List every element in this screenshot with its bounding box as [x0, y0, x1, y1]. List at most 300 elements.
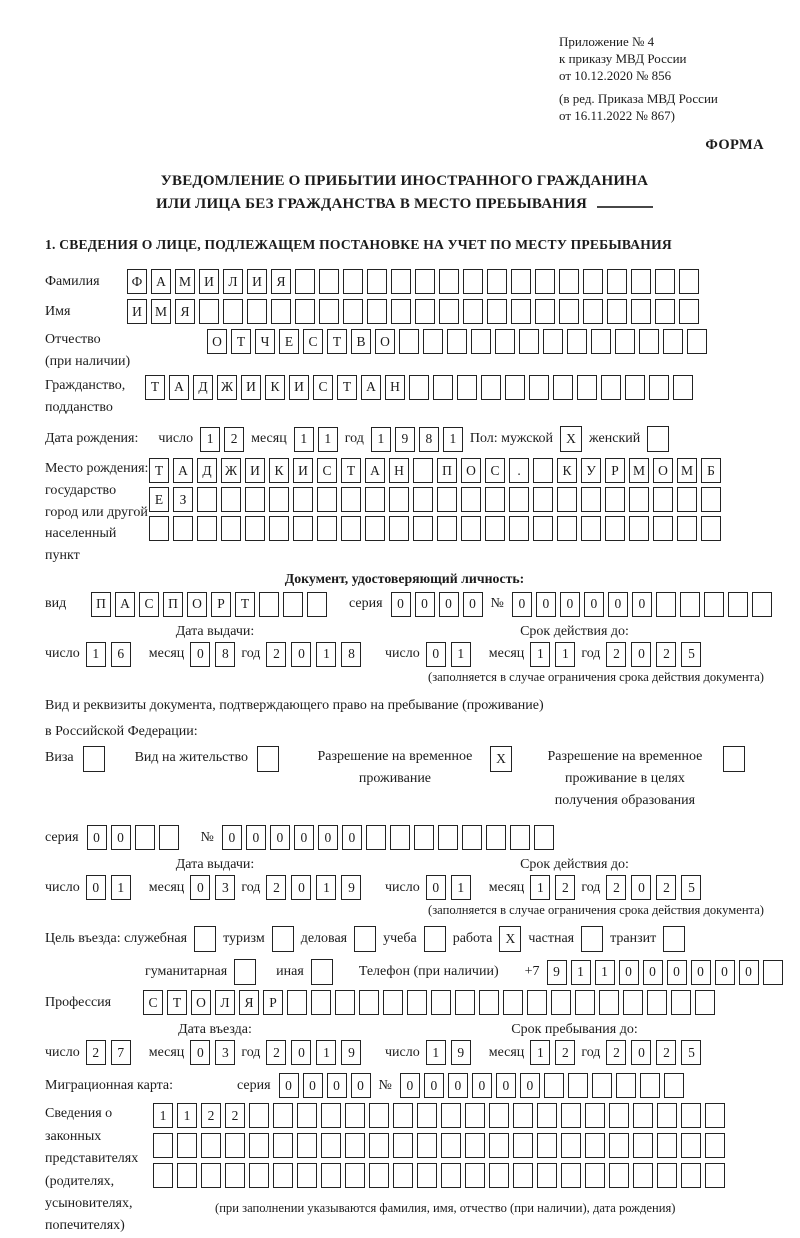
char-cell[interactable]: [705, 1133, 725, 1158]
char-cell[interactable]: 8: [419, 427, 439, 452]
char-cell[interactable]: Н: [389, 458, 409, 483]
char-cell[interactable]: 2: [266, 875, 286, 900]
purpose-transit-checkbox[interactable]: [663, 926, 685, 952]
char-cell[interactable]: И: [247, 269, 267, 294]
char-cell[interactable]: [581, 516, 601, 541]
char-cell[interactable]: О: [375, 329, 395, 354]
char-cell[interactable]: 0: [608, 592, 628, 617]
char-cell[interactable]: [197, 516, 217, 541]
char-cell[interactable]: [529, 375, 549, 400]
char-cell[interactable]: К: [557, 458, 577, 483]
char-cell[interactable]: 2: [266, 1040, 286, 1065]
char-cell[interactable]: 0: [426, 642, 446, 667]
char-cell[interactable]: 0: [512, 592, 532, 617]
char-cell[interactable]: [544, 1073, 564, 1098]
char-cell[interactable]: 0: [739, 960, 759, 985]
char-cell[interactable]: [673, 375, 693, 400]
char-cell[interactable]: [461, 487, 481, 512]
gender-female-checkbox[interactable]: [647, 426, 669, 452]
char-cell[interactable]: О: [653, 458, 673, 483]
char-cell[interactable]: .: [509, 458, 529, 483]
char-cell[interactable]: 0: [86, 875, 106, 900]
char-cell[interactable]: [417, 1133, 437, 1158]
char-cell[interactable]: [462, 825, 482, 850]
char-cell[interactable]: Т: [149, 458, 169, 483]
char-cell[interactable]: Т: [231, 329, 251, 354]
char-cell[interactable]: [657, 1133, 677, 1158]
char-cell[interactable]: [537, 1133, 557, 1158]
char-cell[interactable]: 1: [200, 427, 220, 452]
char-cell[interactable]: Л: [215, 990, 235, 1015]
char-cell[interactable]: [319, 269, 339, 294]
char-cell[interactable]: А: [169, 375, 189, 400]
char-cell[interactable]: [585, 1133, 605, 1158]
char-cell[interactable]: [655, 269, 675, 294]
char-cell[interactable]: [201, 1133, 221, 1158]
char-cell[interactable]: [383, 990, 403, 1015]
char-cell[interactable]: [557, 487, 577, 512]
char-cell[interactable]: [321, 1163, 341, 1188]
char-cell[interactable]: [369, 1163, 389, 1188]
char-cell[interactable]: И: [293, 458, 313, 483]
char-cell[interactable]: О: [207, 329, 227, 354]
char-cell[interactable]: [149, 516, 169, 541]
char-cell[interactable]: 1: [371, 427, 391, 452]
char-cell[interactable]: [679, 299, 699, 324]
char-cell[interactable]: 0: [327, 1073, 347, 1098]
char-cell[interactable]: [704, 592, 724, 617]
char-cell[interactable]: [615, 329, 635, 354]
char-cell[interactable]: [471, 329, 491, 354]
char-cell[interactable]: Я: [271, 269, 291, 294]
char-cell[interactable]: [561, 1133, 581, 1158]
char-cell[interactable]: 1: [318, 427, 338, 452]
char-cell[interactable]: С: [313, 375, 333, 400]
char-cell[interactable]: 0: [400, 1073, 420, 1098]
char-cell[interactable]: 0: [318, 825, 338, 850]
char-cell[interactable]: 0: [619, 960, 639, 985]
char-cell[interactable]: 0: [291, 875, 311, 900]
char-cell[interactable]: [433, 375, 453, 400]
char-cell[interactable]: С: [303, 329, 323, 354]
char-cell[interactable]: [245, 487, 265, 512]
char-cell[interactable]: [389, 516, 409, 541]
char-cell[interactable]: [605, 487, 625, 512]
char-cell[interactable]: 0: [667, 960, 687, 985]
char-cell[interactable]: [273, 1133, 293, 1158]
char-cell[interactable]: К: [265, 375, 285, 400]
char-cell[interactable]: 0: [632, 592, 652, 617]
char-cell[interactable]: [359, 990, 379, 1015]
char-cell[interactable]: Ф: [127, 269, 147, 294]
char-cell[interactable]: 0: [463, 592, 483, 617]
char-cell[interactable]: [633, 1103, 653, 1128]
char-cell[interactable]: [365, 487, 385, 512]
char-cell[interactable]: [437, 487, 457, 512]
char-cell[interactable]: [225, 1163, 245, 1188]
char-cell[interactable]: [343, 299, 363, 324]
char-cell[interactable]: 7: [111, 1040, 131, 1065]
char-cell[interactable]: [413, 516, 433, 541]
char-cell[interactable]: 0: [536, 592, 556, 617]
char-cell[interactable]: Т: [327, 329, 347, 354]
char-cell[interactable]: 2: [225, 1103, 245, 1128]
char-cell[interactable]: 5: [681, 642, 701, 667]
char-cell[interactable]: [221, 487, 241, 512]
char-cell[interactable]: 0: [691, 960, 711, 985]
char-cell[interactable]: Ч: [255, 329, 275, 354]
char-cell[interactable]: [511, 269, 531, 294]
char-cell[interactable]: [393, 1103, 413, 1128]
char-cell[interactable]: [623, 990, 643, 1015]
char-cell[interactable]: [495, 329, 515, 354]
char-cell[interactable]: П: [91, 592, 111, 617]
char-cell[interactable]: [695, 990, 715, 1015]
char-cell[interactable]: [657, 1163, 677, 1188]
char-cell[interactable]: 2: [86, 1040, 106, 1065]
char-cell[interactable]: [295, 299, 315, 324]
char-cell[interactable]: С: [143, 990, 163, 1015]
char-cell[interactable]: [607, 299, 627, 324]
char-cell[interactable]: 9: [341, 875, 361, 900]
char-cell[interactable]: [607, 269, 627, 294]
char-cell[interactable]: 9: [547, 960, 567, 985]
char-cell[interactable]: [577, 375, 597, 400]
char-cell[interactable]: [487, 299, 507, 324]
char-cell[interactable]: [519, 329, 539, 354]
char-cell[interactable]: [605, 516, 625, 541]
char-cell[interactable]: 0: [584, 592, 604, 617]
char-cell[interactable]: [486, 825, 506, 850]
char-cell[interactable]: 8: [215, 642, 235, 667]
char-cell[interactable]: [297, 1103, 317, 1128]
char-cell[interactable]: 5: [681, 875, 701, 900]
char-cell[interactable]: Ж: [217, 375, 237, 400]
char-cell[interactable]: [647, 990, 667, 1015]
char-cell[interactable]: [249, 1103, 269, 1128]
char-cell[interactable]: Т: [341, 458, 361, 483]
char-cell[interactable]: [417, 1103, 437, 1128]
char-cell[interactable]: 1: [555, 642, 575, 667]
char-cell[interactable]: [649, 375, 669, 400]
char-cell[interactable]: [173, 516, 193, 541]
char-cell[interactable]: [269, 516, 289, 541]
char-cell[interactable]: [656, 592, 676, 617]
char-cell[interactable]: 9: [341, 1040, 361, 1065]
char-cell[interactable]: [465, 1133, 485, 1158]
char-cell[interactable]: 0: [291, 1040, 311, 1065]
char-cell[interactable]: В: [351, 329, 371, 354]
char-cell[interactable]: [307, 592, 327, 617]
char-cell[interactable]: 1: [316, 642, 336, 667]
char-cell[interactable]: 9: [451, 1040, 471, 1065]
char-cell[interactable]: [551, 990, 571, 1015]
char-cell[interactable]: [567, 329, 587, 354]
temp-residence-edu-checkbox[interactable]: [723, 746, 745, 772]
temp-residence-checkbox[interactable]: X: [490, 746, 512, 772]
char-cell[interactable]: 0: [342, 825, 362, 850]
char-cell[interactable]: Ж: [221, 458, 241, 483]
char-cell[interactable]: 2: [606, 642, 626, 667]
char-cell[interactable]: [415, 269, 435, 294]
char-cell[interactable]: А: [151, 269, 171, 294]
char-cell[interactable]: [269, 487, 289, 512]
char-cell[interactable]: [321, 1103, 341, 1128]
char-cell[interactable]: Я: [175, 299, 195, 324]
purpose-private-checkbox[interactable]: [581, 926, 603, 952]
char-cell[interactable]: 0: [391, 592, 411, 617]
char-cell[interactable]: [343, 269, 363, 294]
char-cell[interactable]: [633, 1133, 653, 1158]
char-cell[interactable]: [625, 375, 645, 400]
char-cell[interactable]: [415, 299, 435, 324]
char-cell[interactable]: 2: [555, 1040, 575, 1065]
char-cell[interactable]: [457, 375, 477, 400]
residence-permit-checkbox[interactable]: [257, 746, 279, 772]
char-cell[interactable]: С: [317, 458, 337, 483]
char-cell[interactable]: [533, 516, 553, 541]
char-cell[interactable]: [599, 990, 619, 1015]
char-cell[interactable]: [535, 299, 555, 324]
char-cell[interactable]: [247, 299, 267, 324]
char-cell[interactable]: [297, 1133, 317, 1158]
char-cell[interactable]: [423, 329, 443, 354]
char-cell[interactable]: М: [677, 458, 697, 483]
char-cell[interactable]: [631, 269, 651, 294]
char-cell[interactable]: [575, 990, 595, 1015]
char-cell[interactable]: [177, 1163, 197, 1188]
char-cell[interactable]: А: [115, 592, 135, 617]
purpose-business-checkbox[interactable]: [354, 926, 376, 952]
char-cell[interactable]: [345, 1103, 365, 1128]
char-cell[interactable]: М: [629, 458, 649, 483]
char-cell[interactable]: [677, 516, 697, 541]
char-cell[interactable]: 0: [279, 1073, 299, 1098]
char-cell[interactable]: И: [245, 458, 265, 483]
char-cell[interactable]: [640, 1073, 660, 1098]
char-cell[interactable]: 0: [448, 1073, 468, 1098]
char-cell[interactable]: [533, 458, 553, 483]
char-cell[interactable]: [249, 1133, 269, 1158]
char-cell[interactable]: 0: [520, 1073, 540, 1098]
char-cell[interactable]: [705, 1163, 725, 1188]
char-cell[interactable]: [391, 269, 411, 294]
char-cell[interactable]: [681, 1133, 701, 1158]
char-cell[interactable]: [583, 269, 603, 294]
char-cell[interactable]: 2: [201, 1103, 221, 1128]
char-cell[interactable]: 0: [426, 875, 446, 900]
char-cell[interactable]: 2: [555, 875, 575, 900]
char-cell[interactable]: [271, 299, 291, 324]
char-cell[interactable]: [705, 1103, 725, 1128]
char-cell[interactable]: [679, 269, 699, 294]
char-cell[interactable]: [561, 1163, 581, 1188]
char-cell[interactable]: 0: [560, 592, 580, 617]
char-cell[interactable]: [245, 516, 265, 541]
char-cell[interactable]: 0: [496, 1073, 516, 1098]
char-cell[interactable]: [513, 1133, 533, 1158]
char-cell[interactable]: [535, 269, 555, 294]
char-cell[interactable]: [317, 516, 337, 541]
char-cell[interactable]: 2: [656, 1040, 676, 1065]
char-cell[interactable]: Б: [701, 458, 721, 483]
char-cell[interactable]: И: [199, 269, 219, 294]
char-cell[interactable]: [511, 299, 531, 324]
char-cell[interactable]: [505, 375, 525, 400]
char-cell[interactable]: П: [437, 458, 457, 483]
char-cell[interactable]: [319, 299, 339, 324]
char-cell[interactable]: 1: [595, 960, 615, 985]
char-cell[interactable]: [317, 487, 337, 512]
char-cell[interactable]: [701, 487, 721, 512]
char-cell[interactable]: 0: [190, 1040, 210, 1065]
char-cell[interactable]: [367, 299, 387, 324]
char-cell[interactable]: [201, 1163, 221, 1188]
purpose-tourism-checkbox[interactable]: [272, 926, 294, 952]
char-cell[interactable]: [321, 1133, 341, 1158]
char-cell[interactable]: 3: [215, 875, 235, 900]
purpose-study-checkbox[interactable]: [424, 926, 446, 952]
char-cell[interactable]: [510, 825, 530, 850]
char-cell[interactable]: 0: [631, 1040, 651, 1065]
char-cell[interactable]: И: [127, 299, 147, 324]
purpose-official-checkbox[interactable]: [194, 926, 216, 952]
char-cell[interactable]: 0: [631, 875, 651, 900]
char-cell[interactable]: Н: [385, 375, 405, 400]
char-cell[interactable]: [455, 990, 475, 1015]
char-cell[interactable]: 1: [443, 427, 463, 452]
char-cell[interactable]: [197, 487, 217, 512]
char-cell[interactable]: [663, 329, 683, 354]
char-cell[interactable]: [177, 1133, 197, 1158]
char-cell[interactable]: [509, 516, 529, 541]
char-cell[interactable]: [489, 1103, 509, 1128]
char-cell[interactable]: Л: [223, 269, 243, 294]
char-cell[interactable]: [391, 299, 411, 324]
char-cell[interactable]: [543, 329, 563, 354]
char-cell[interactable]: [489, 1163, 509, 1188]
char-cell[interactable]: [631, 299, 651, 324]
char-cell[interactable]: 1: [530, 642, 550, 667]
char-cell[interactable]: [431, 990, 451, 1015]
char-cell[interactable]: [559, 269, 579, 294]
char-cell[interactable]: [335, 990, 355, 1015]
char-cell[interactable]: [221, 516, 241, 541]
char-cell[interactable]: 1: [426, 1040, 446, 1065]
char-cell[interactable]: [153, 1163, 173, 1188]
char-cell[interactable]: А: [173, 458, 193, 483]
char-cell[interactable]: [393, 1133, 413, 1158]
char-cell[interactable]: [461, 516, 481, 541]
char-cell[interactable]: 1: [177, 1103, 197, 1128]
char-cell[interactable]: 1: [294, 427, 314, 452]
char-cell[interactable]: 2: [656, 875, 676, 900]
char-cell[interactable]: Р: [263, 990, 283, 1015]
char-cell[interactable]: [441, 1163, 461, 1188]
char-cell[interactable]: [653, 487, 673, 512]
char-cell[interactable]: 1: [451, 875, 471, 900]
char-cell[interactable]: [657, 1103, 677, 1128]
char-cell[interactable]: [557, 516, 577, 541]
char-cell[interactable]: [465, 1163, 485, 1188]
char-cell[interactable]: [583, 299, 603, 324]
char-cell[interactable]: [366, 825, 386, 850]
char-cell[interactable]: 2: [224, 427, 244, 452]
char-cell[interactable]: [581, 487, 601, 512]
char-cell[interactable]: [553, 375, 573, 400]
char-cell[interactable]: [609, 1163, 629, 1188]
char-cell[interactable]: [763, 960, 783, 985]
char-cell[interactable]: [413, 487, 433, 512]
char-cell[interactable]: [585, 1163, 605, 1188]
char-cell[interactable]: 1: [111, 875, 131, 900]
char-cell[interactable]: 2: [266, 642, 286, 667]
char-cell[interactable]: [653, 516, 673, 541]
char-cell[interactable]: [671, 990, 691, 1015]
char-cell[interactable]: О: [187, 592, 207, 617]
char-cell[interactable]: [616, 1073, 636, 1098]
char-cell[interactable]: А: [365, 458, 385, 483]
char-cell[interactable]: [585, 1103, 605, 1128]
char-cell[interactable]: [664, 1073, 684, 1098]
char-cell[interactable]: Д: [193, 375, 213, 400]
char-cell[interactable]: [465, 1103, 485, 1128]
char-cell[interactable]: [369, 1103, 389, 1128]
char-cell[interactable]: [439, 299, 459, 324]
char-cell[interactable]: Т: [167, 990, 187, 1015]
char-cell[interactable]: К: [269, 458, 289, 483]
char-cell[interactable]: 1: [530, 875, 550, 900]
char-cell[interactable]: [159, 825, 179, 850]
char-cell[interactable]: Т: [145, 375, 165, 400]
char-cell[interactable]: [681, 1103, 701, 1128]
char-cell[interactable]: [537, 1103, 557, 1128]
char-cell[interactable]: 0: [351, 1073, 371, 1098]
char-cell[interactable]: 0: [643, 960, 663, 985]
char-cell[interactable]: 8: [341, 642, 361, 667]
char-cell[interactable]: [485, 487, 505, 512]
char-cell[interactable]: [438, 825, 458, 850]
char-cell[interactable]: Р: [605, 458, 625, 483]
char-cell[interactable]: 0: [291, 642, 311, 667]
char-cell[interactable]: [629, 516, 649, 541]
char-cell[interactable]: 0: [472, 1073, 492, 1098]
char-cell[interactable]: [463, 299, 483, 324]
char-cell[interactable]: [481, 375, 501, 400]
char-cell[interactable]: 5: [681, 1040, 701, 1065]
char-cell[interactable]: З: [173, 487, 193, 512]
char-cell[interactable]: [592, 1073, 612, 1098]
char-cell[interactable]: У: [581, 458, 601, 483]
char-cell[interactable]: [413, 458, 433, 483]
char-cell[interactable]: И: [289, 375, 309, 400]
char-cell[interactable]: [345, 1133, 365, 1158]
char-cell[interactable]: [509, 487, 529, 512]
char-cell[interactable]: Е: [149, 487, 169, 512]
char-cell[interactable]: [283, 592, 303, 617]
char-cell[interactable]: 1: [316, 875, 336, 900]
char-cell[interactable]: И: [241, 375, 261, 400]
char-cell[interactable]: 2: [656, 642, 676, 667]
char-cell[interactable]: О: [461, 458, 481, 483]
gender-male-checkbox[interactable]: X: [560, 426, 582, 452]
char-cell[interactable]: [629, 487, 649, 512]
char-cell[interactable]: [677, 487, 697, 512]
char-cell[interactable]: 0: [190, 875, 210, 900]
char-cell[interactable]: Р: [211, 592, 231, 617]
char-cell[interactable]: 1: [530, 1040, 550, 1065]
char-cell[interactable]: 0: [715, 960, 735, 985]
